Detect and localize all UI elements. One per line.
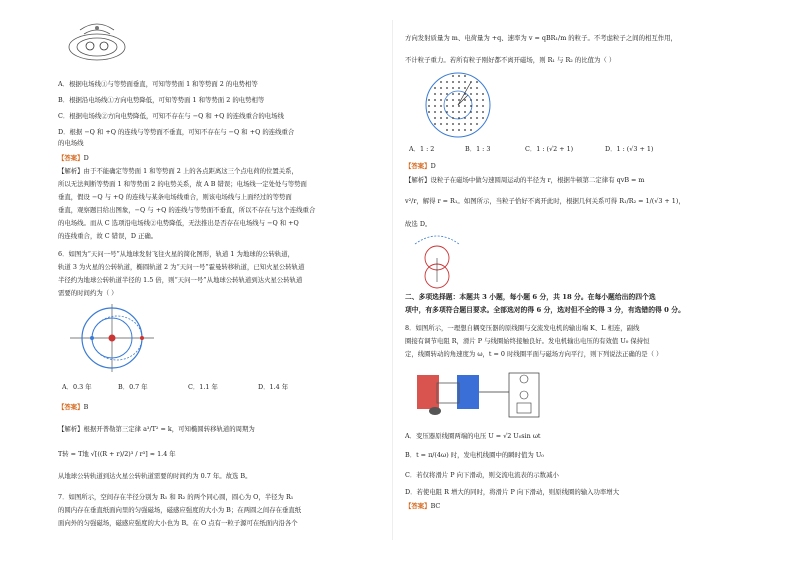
q6-answer	[58, 403, 88, 412]
field-dot	[458, 129, 460, 131]
q6-stem-line: 需要的时间约为（ ）	[58, 289, 118, 297]
field-dot	[428, 105, 430, 107]
answer-label: 【答案】	[405, 162, 431, 170]
field-dot	[470, 111, 472, 113]
field-dot	[440, 99, 442, 101]
field-dot	[476, 93, 478, 95]
field-dot	[446, 93, 448, 95]
field-dot	[464, 87, 466, 89]
q7-option-a: A．1 : 2	[409, 145, 435, 153]
q8-option-c: C．若仅将滑片 P 向下滑动，则交流电流表的示数减小	[405, 471, 559, 479]
magnetic-field-figure	[423, 70, 493, 140]
q7-stem-line: 7．如图所示，空间存在半径分别为 R₁ 和 R₂ 的两个同心圆，圆心为 O，半径为 R₁	[58, 493, 294, 501]
q6-option-a: A．0.3 年	[62, 383, 92, 391]
q7-stem-line: 的圆内存在垂直纸面向里的匀强磁场，磁感应强度的大小为 B；在两圆之间存在垂直纸	[58, 506, 302, 514]
answer-value: BC	[430, 502, 441, 510]
field-dot	[470, 117, 472, 119]
q7-option-d: D．1 : (√3 + 1)	[605, 145, 654, 153]
column-divider	[392, 20, 393, 540]
field-dot	[464, 81, 466, 83]
q6-stem-line: 轨道 3 为火星的公转轨道，椭圆轨道 2 为“天问一号”霍曼转移轨道，已知火星公转轨道	[58, 263, 305, 271]
q7-option-b: B．1 : 3	[465, 145, 491, 153]
orbit-figure	[68, 302, 156, 374]
field-dot	[446, 111, 448, 113]
q5-option-b: B．根据沿电场线①方向电势降低，可知等势面 1 和等势面 2 的电势相等	[58, 96, 265, 104]
q5-option-d: D．根据 −Q 和 +Q 的连线与等势面不垂直，可知不存在与 −Q 和 +Q 的连线重合	[58, 128, 295, 136]
field-dot	[470, 105, 472, 107]
answer-label: 【答案】	[58, 403, 84, 411]
answer-label: 【答案】	[58, 154, 84, 162]
field-dot	[464, 105, 466, 107]
field-dot	[452, 87, 454, 89]
field-dot	[434, 99, 436, 101]
section-title-2: 项中，有多项符合题目要求。全部选对的得 6 分，选对但不全的得 3 分，有选错的得 0 分。	[405, 306, 685, 314]
field-dot	[458, 99, 460, 101]
q5-answer	[58, 154, 89, 163]
field-dot	[440, 111, 442, 113]
field-dot	[440, 87, 442, 89]
field-dot	[428, 111, 430, 113]
field-dot	[464, 129, 466, 131]
field-dot	[464, 117, 466, 119]
field-dot	[434, 111, 436, 113]
field-dot	[458, 75, 460, 77]
q7-stem-cont: 不计粒子重力。若所有粒子刚好都不离开磁场，则 R₁ 与 R₂ 的比值为（ ）	[405, 56, 616, 64]
field-dot	[476, 87, 478, 89]
field-dot	[446, 87, 448, 89]
q7-analysis-line: v²/r，解得 r = R₁。如图所示，当粒子恰好不离开此时，根据几何关系可得 R₁/R₂ = 1/(√3 + 1)，	[405, 197, 685, 205]
field-dot	[464, 123, 466, 125]
q5-option-d-cont: 的电场线	[58, 139, 84, 147]
field-dot	[458, 105, 460, 107]
field-dot	[452, 93, 454, 95]
q6-stem-line: 6．如图为“天问一号”从地球发射飞往火星的简化图形，轨道 1 为地球的公转轨道，	[58, 250, 295, 258]
field-dot	[464, 99, 466, 101]
field-dot	[446, 117, 448, 119]
field-dot	[440, 105, 442, 107]
field-dot	[470, 129, 472, 131]
right-column	[405, 0, 723, 562]
q5-option-c: C．根据电场线②方向电势降低，可知不存在与 −Q 和 +Q 的连线重合的电场线	[58, 112, 284, 120]
field-dot	[458, 93, 460, 95]
field-dot	[476, 81, 478, 83]
field-dot	[476, 105, 478, 107]
field-dot	[464, 111, 466, 113]
field-dot	[440, 117, 442, 119]
q6-analysis-line: 从地球公转轨道到达火星公转轨道需要的时间约为 0.7 年。故选 B。	[58, 472, 252, 480]
q7-stem-line: 面向外的匀强磁场，磁感应强度的大小也为 B。在 O 点有一粒子源可在纸面内沿各个	[58, 519, 298, 527]
field-dot	[458, 81, 460, 83]
field-dot	[434, 93, 436, 95]
q5-analysis-line: 垂直，观察题目给出图象，−Q 与 +Q 的连线与等势面不垂直，所以不存在与这个连线重合	[58, 206, 316, 214]
field-dot	[476, 117, 478, 119]
q7-answer	[405, 162, 436, 171]
field-dot	[476, 123, 478, 125]
field-dot	[452, 75, 454, 77]
q6-analysis-formula: T转 = T地 √[((R + r)/2)³ / r³] ≈ 1.4 年	[58, 450, 176, 458]
q8-stem-line: 定，线圈转动的角速度为 ω，t = 0 时线圈平面与磁场方向平行，则下列说法正确的是（ ）	[405, 350, 663, 358]
generator-figure	[413, 365, 543, 425]
field-dot	[452, 111, 454, 113]
q7-stem-cont: 方向发射质量为 m、电荷量为 +q、速率为 v = qBR₁/m 的粒子。不考虑粒子之间的相互作用，	[405, 34, 677, 42]
q6-stem-line: 半径约为地球公转轨道半径的 1.5 倍，则“天问一号”从地球公转轨道到达火星公转轨道	[58, 276, 303, 284]
field-dot	[482, 93, 484, 95]
field-dot	[458, 117, 460, 119]
field-dot	[446, 123, 448, 125]
field-dot	[470, 123, 472, 125]
field-dot	[452, 99, 454, 101]
q5-option-a: A．根据电场线①与等势面垂直，可知等势面 1 和等势面 2 的电势相等	[58, 80, 258, 88]
field-dot	[434, 87, 436, 89]
field-dot	[428, 99, 430, 101]
field-dot	[482, 99, 484, 101]
answer-label: 【答案】	[405, 502, 431, 510]
q6-option-d: D．1.4 年	[258, 383, 289, 391]
field-dot	[470, 99, 472, 101]
field-dot	[470, 81, 472, 83]
q5-analysis-line: 【解析】由于不能确定等势面 1 和等势面 2 上的各点距离这三个点电荷的位置关系，	[58, 167, 298, 175]
field-dot	[476, 99, 478, 101]
field-dot	[452, 105, 454, 107]
field-dot	[476, 111, 478, 113]
field-dot	[452, 81, 454, 83]
field-dot	[470, 87, 472, 89]
field-dot	[446, 129, 448, 131]
field-dot	[440, 93, 442, 95]
q5-analysis-line: 所以无法判断等势面 1 和等势面 2 的电势关系，故 A B 错误；电场线一定处处与等势面	[58, 180, 307, 188]
q8-stem-line: 圈接有调节电阻 R，滑片 P 与线圈始终接触良好。发电机输出电压的有效值 U₀ 保持恒	[405, 337, 650, 345]
field-dot	[458, 87, 460, 89]
field-dot	[470, 93, 472, 95]
equipotential-figure	[66, 22, 128, 72]
trajectory-figure	[413, 232, 461, 290]
q8-option-d: D．若使电阻 R 增大的同时，将滑片 P 向下滑动，则原线圈的输入功率增大	[405, 488, 620, 496]
q6-analysis-line: 【解析】根据开普勒第三定律 a³/T² = k，可知椭圆转移轨道的周期为	[58, 425, 255, 433]
answer-value: B	[83, 403, 89, 411]
field-dot	[446, 81, 448, 83]
answer-value: D	[83, 154, 89, 162]
field-dot	[446, 105, 448, 107]
field-dot	[464, 75, 466, 77]
field-dot	[434, 117, 436, 119]
q8-stem-line: 8．如图所示，一理想自耦变压器的原线圈与交流发电机的输出端 K、L 相连，副线	[405, 324, 640, 332]
q7-option-c: C．1 : (√2 + 1)	[525, 145, 574, 153]
left-column	[58, 0, 376, 562]
field-dot	[458, 123, 460, 125]
field-dot	[440, 123, 442, 125]
section-title: 二、多项选择题：本题共 3 小题，每小题 6 分，共 18 分。在每小题给出的四个选	[405, 293, 656, 301]
field-dot	[482, 111, 484, 113]
q8-option-a: A．变压器原线圈两端的电压 U = √2 U₀sin ωt	[405, 432, 541, 440]
answer-value: D	[430, 162, 436, 170]
field-dot	[452, 129, 454, 131]
q7-analysis-line: 故选 D。	[405, 220, 432, 228]
q5-analysis-line: 垂直，假设 −Q 与 +Q 的连线与某条电场线重合，则该电场线与上面经过的等势面	[58, 193, 292, 201]
q5-analysis-line: 的电场线。而从 C 选项沿电场线②电势降低，无法推出是否存在电场线与 −Q 和 +Q	[58, 219, 299, 227]
q7-analysis-line: 【解析】设粒子在磁场中做匀速圆周运动的半径为 r，根据牛顿第二定律有 qvB = m	[405, 176, 645, 184]
q6-option-b: B．0.7 年	[118, 383, 148, 391]
field-dot	[452, 117, 454, 119]
field-dot	[434, 105, 436, 107]
q5-analysis-line: 的连线重合，故 C 错误，D 正确。	[58, 232, 158, 240]
field-dot	[482, 117, 484, 119]
field-dot	[446, 99, 448, 101]
q8-option-b: B．t = π/(4ω) 时，发电机线圈中的瞬时值为 U₀	[405, 451, 544, 459]
field-dot	[452, 123, 454, 125]
field-dot	[434, 123, 436, 125]
field-dot	[464, 93, 466, 95]
field-dot	[458, 111, 460, 113]
q8-answer	[405, 502, 440, 511]
field-dot	[440, 81, 442, 83]
field-dot	[482, 105, 484, 107]
q6-option-c: C．1.1 年	[188, 383, 218, 391]
